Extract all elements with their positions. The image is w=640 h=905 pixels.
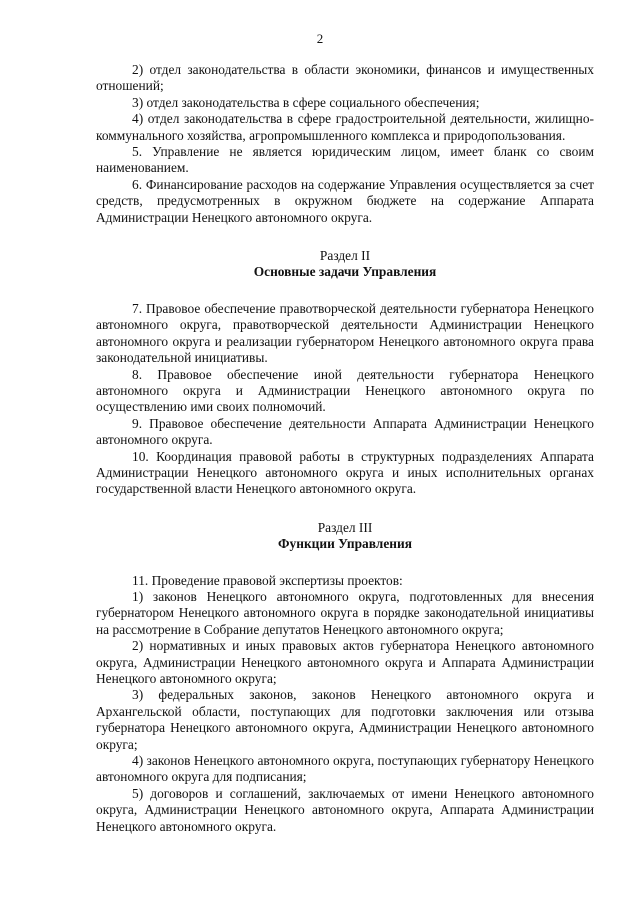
paragraph: 5) договоров и соглашений, заключаемых от имени Ненецкого автономного округа, Администрации Ненецкого автономного округа, Аппарата Администрации Ненецкого автономного округа.	[96, 785, 594, 834]
paragraph: 11. Проведение правовой экспертизы проектов:	[132, 572, 403, 588]
paragraph: 2) нормативных и иных правовых актов губернатора Ненецкого автономного округа, Администрации Ненецкого автономного округа и Аппарата Администрации Ненецкого автономного округа;	[96, 638, 594, 686]
paragraph: 3) отдел законодательства в сфере социального обеспечения;	[132, 94, 480, 110]
paragraph: 1) законов Ненецкого автономного округа, подготовленных для внесения губернатором Ненецкого автономного округа в порядке законодательной инициативы на рассмотрение в Собрание депутатов Ненецкого автономного округа;	[96, 588, 594, 637]
section-title: Основные задачи Управления	[253, 264, 437, 280]
paragraph: 5. Управление не является юридическим лицом, имеет бланк со своим наименованием.	[96, 144, 594, 176]
section-number: Раздел II	[319, 248, 371, 264]
paragraph: 4) законов Ненецкого автономного округа, поступающих губернатору Ненецкого автономного округа для подписания;	[96, 753, 594, 785]
paragraph: 2) отдел законодательства в области экономики, финансов и имущественных отношений;	[96, 62, 594, 94]
section-title: Функции Управления	[278, 536, 412, 552]
paragraph: 9. Правовое обеспечение деятельности Аппарата Администрации Ненецкого автономного округа.	[96, 415, 594, 448]
paragraph: 8. Правовое обеспечение иной деятельности губернатора Ненецкого автономного округа и Администрации Ненецкого автономного округа по осуществлению ими своих полномочий.	[96, 366, 594, 415]
paragraph: 6. Финансирование расходов на содержание Управления осуществляется за счет средств, предусмотренных в окружном бюджете на содержание Аппарата Администрации Ненецкого автономного округа.	[96, 176, 594, 225]
page-number: 2	[316, 31, 324, 46]
paragraph: 7. Правовое обеспечение правотворческой деятельности губернатора Ненецкого автономного округа, правотворческой деятельности Администрации Ненецкого автономного округа и реализации губернатором Ненецкого автономного округа права законодательной инициативы.	[96, 300, 594, 366]
paragraph: 4) отдел законодательства в сфере градостроительной деятельности, жилищно-коммунального хозяйства, агропромышленного комплекса и природопользования.	[96, 111, 594, 143]
paragraph: 3) федеральных законов, законов Ненецкого автономного округа и Архангельской области, поступающих для подготовки заключения или отзыва губернатора Ненецкого автономного округа, Администрации Ненецкого автономного округа;	[96, 687, 594, 752]
document-body	[96, 62, 594, 835]
paragraph: 10. Координация правовой работы в структурных подразделениях Аппарата Администрации Ненецкого автономного округа и иных исполнительных органах государственной власти Ненецкого автономного округа.	[96, 448, 594, 497]
section-number: Раздел III	[317, 519, 373, 535]
